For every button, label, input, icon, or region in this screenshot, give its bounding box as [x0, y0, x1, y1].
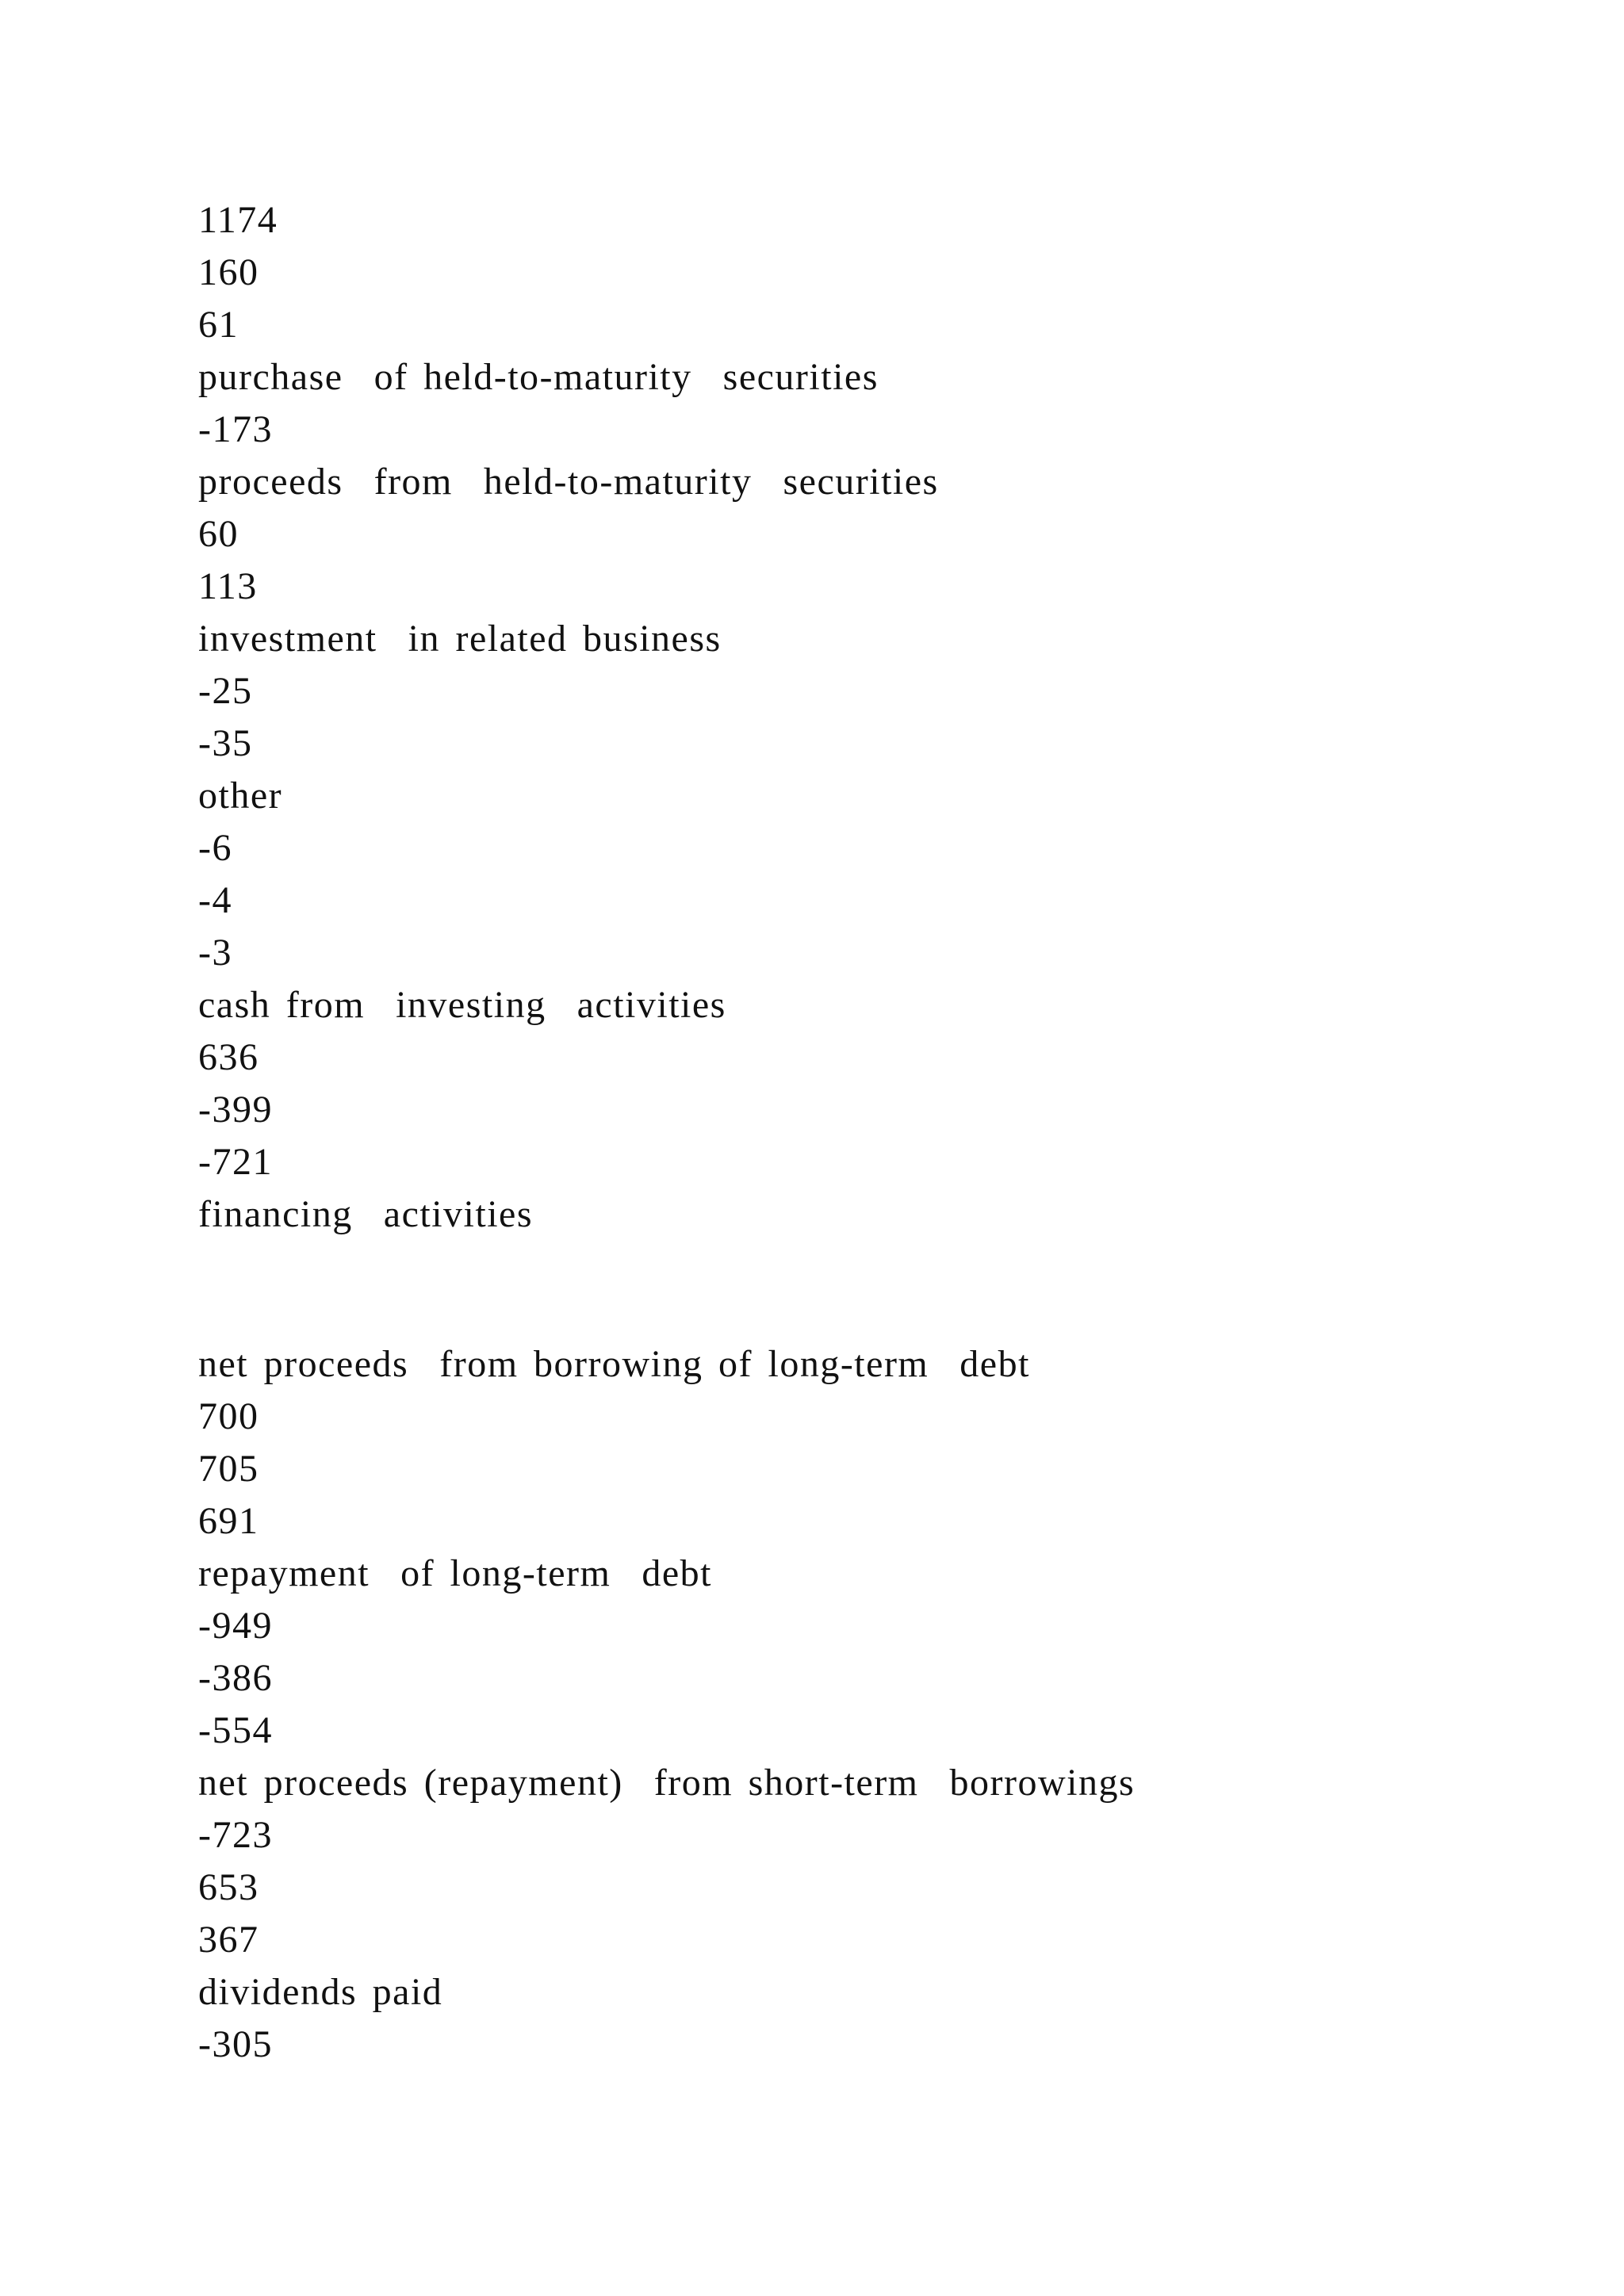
item-label: net proceeds (repayment) from short-term borrowings: [198, 1762, 1136, 1804]
value-line: -554: [198, 1709, 273, 1751]
value-line: 653: [198, 1866, 259, 1908]
value-line: 1174: [198, 199, 278, 241]
value-line: 636: [198, 1036, 259, 1078]
value-line: 61: [198, 304, 239, 346]
value-line: -305: [198, 2023, 273, 2065]
value-line: -3: [198, 932, 232, 974]
item-label: purchase of held-to-maturity securities: [198, 356, 879, 398]
value-line: 367: [198, 1919, 259, 1961]
value-line: -35: [198, 722, 253, 764]
item-label: proceeds from held-to-maturity securities: [198, 461, 939, 503]
value-line: -399: [198, 1089, 273, 1131]
item-label: investment in related business: [198, 618, 722, 660]
cash-flow-financing-section: [198, 1338, 1135, 2071]
section-heading: financing activities: [198, 1193, 534, 1235]
cash-flow-investing-section: [198, 194, 939, 1241]
item-label: repayment of long-term debt: [198, 1552, 712, 1594]
value-line: 705: [198, 1448, 259, 1490]
value-line: 700: [198, 1395, 259, 1437]
value-line: -721: [198, 1141, 273, 1183]
value-line: 113: [198, 565, 258, 607]
value-line: -6: [198, 827, 232, 869]
item-label: net proceeds from borrowing of long-term debt: [198, 1343, 1030, 1385]
value-line: 60: [198, 513, 239, 555]
value-line: 691: [198, 1500, 259, 1542]
value-line: -4: [198, 879, 232, 921]
value-line: -25: [198, 670, 253, 712]
item-label: other: [198, 775, 283, 817]
value-line: -173: [198, 408, 273, 450]
value-line: -723: [198, 1814, 273, 1856]
item-label: cash from investing activities: [198, 984, 726, 1026]
value-line: -386: [198, 1657, 273, 1699]
value-line: 160: [198, 251, 259, 293]
value-line: -949: [198, 1605, 273, 1647]
item-label: dividends paid: [198, 1971, 443, 2013]
